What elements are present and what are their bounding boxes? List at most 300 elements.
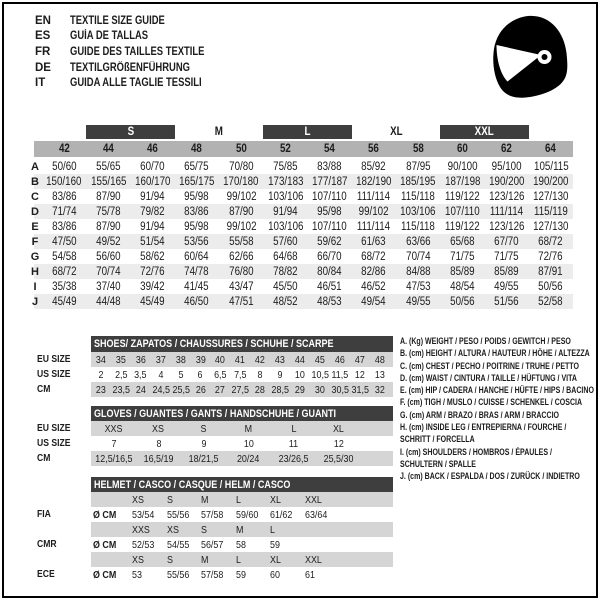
table-cell-value: 16,5/19 [143,452,174,465]
size-value: 45/50 [273,280,298,293]
size-value-cell [86,281,130,293]
gloves-eu-row [91,421,393,436]
table-cell-value: 2 [98,368,104,381]
size-value-cell [175,266,219,278]
table-cell [350,354,370,366]
size-value: 85/92 [361,160,387,173]
size-value-cell [175,296,219,308]
gloves-table-title: GLOVES / GUANTES / GANTS / HANDSCHUHE / GUANTI [94,408,337,420]
size-value: 87/95 [405,160,431,173]
table-cell-value: 30,5 [331,383,349,396]
table-cell-value: 28,5 [271,383,289,396]
table-cell [171,384,191,396]
helmet-value: 54/55 [166,538,189,551]
helmet-value-cell [165,569,200,581]
size-value-cell [308,266,352,278]
size-value: 68/72 [538,235,564,248]
row-label: C [31,190,39,203]
size-header-cell [529,143,573,155]
size-value-cell [485,236,529,248]
table-cell-value: 35 [115,353,126,366]
table-cell-value: S [200,422,207,435]
table-cell [171,369,191,381]
size-value: 99/102 [226,190,257,203]
size-value: 87/90 [228,205,254,218]
size-value: 119/122 [445,220,480,233]
size-value-cell [263,176,307,188]
size-value: 111/114 [490,205,524,218]
legend-text: SCHRITT / FORCELLA [400,434,475,445]
guide-title-text: GUÍA DE TALLAS [70,30,149,43]
table-cell-value: L [291,422,296,435]
size-value: 48/54 [450,280,475,293]
table-cell [136,423,181,435]
helmet-value: 55/56 [166,568,189,581]
helmet-sizes-row-FIA [91,492,393,507]
size-value: 66/70 [317,250,342,263]
legend-text: J. (cm) BACK / ESPALDA / DOS / ZURÜCK / INDIETRO [400,471,580,482]
size-value: 155/165 [90,175,127,188]
helmet-size: M [201,493,209,506]
size-value-cell [529,281,573,293]
size-value-cell [308,296,352,308]
size-value: 71/75 [450,250,475,263]
helmet-value-cell [234,569,269,581]
helmet-size-cell [130,494,165,506]
size-value-cell [440,161,484,173]
language-code: DE [35,61,51,74]
size-value-cell [529,251,573,263]
size-value: 45/49 [51,295,77,308]
size-value-cell [396,296,440,308]
size-value-cell [440,251,484,263]
size-value-cell [263,281,307,293]
helmet-value: 61 [304,568,315,581]
legend-text: F. (cm) TIGH / MUSLO / CUISSE / SCHENKEL / COSCIA [400,397,583,408]
size-value-cell [175,191,219,203]
size-value: 72/76 [140,265,165,278]
table-cell-value: 26 [195,383,206,396]
table-cell [210,384,230,396]
helmet-standard-label-ECE [37,567,59,582]
table-cell [190,369,210,381]
table-cell-value: 47 [354,353,365,366]
size-group-label: S [127,126,134,138]
size-value-cell [440,266,484,278]
row-label: F [31,235,39,248]
table-cell-value: 23,5 [112,383,130,396]
size-value-cell [86,296,130,308]
size-value-cell [308,176,352,188]
table-cell-value: 23 [95,383,106,396]
size-value: 115/118 [401,190,436,203]
helmet-value-cell [199,569,234,581]
table-cell [290,384,310,396]
size-value-cell [440,236,484,248]
table-cell [316,438,361,450]
size-value-cell [529,236,573,248]
helmet-value: 53/54 [132,508,155,521]
size-value: 99/102 [358,205,389,218]
size-value: 72/76 [538,250,564,263]
helmet-value-cell [130,539,165,551]
helmet-value-cell [165,539,200,551]
table-cell-value: XS [152,422,165,435]
helmet-values-row-CMR [91,537,393,552]
measurement-row [28,159,573,174]
shoes-cm-row [91,382,393,397]
size-value-cell [219,251,263,263]
table-cell [136,453,181,465]
helmet-icon [487,13,569,107]
legend-line [400,470,595,482]
table-cell-value: XL [333,422,344,435]
table-cell [151,369,171,381]
table-cell-value: 20/24 [237,452,260,465]
table-cell [136,438,181,450]
helmet-value-cell [130,509,165,521]
measurement-legend [400,335,595,483]
size-value: 80/84 [317,265,342,278]
size-value: 39/42 [140,280,165,293]
table-cell-value: 34 [95,353,106,366]
size-value: 123/126 [488,190,525,203]
table-cell-value: 29 [294,383,305,396]
measurement-row [28,264,573,279]
table-cell [369,384,389,396]
size-group-S [86,125,175,139]
size-value-cell [485,281,529,293]
helmet-value: 56/57 [201,538,224,551]
side-label-text: US SIZE [37,368,71,380]
size-value-cell [308,191,352,203]
language-row [35,75,234,91]
shoes-eu-row [91,352,393,367]
size-value-cell [175,176,219,188]
size-value: 107/110 [312,220,347,233]
size-value-cell [263,266,307,278]
size-value: 111/114 [357,190,391,203]
size-value: 105/115 [533,160,569,173]
size-value-cell [529,176,573,188]
helmet-size: XL [270,553,281,566]
size-value-cell [131,161,175,173]
size-value: 123/126 [488,220,525,233]
size-value: 46/50 [184,295,210,308]
diameter-unit: Ø CM [93,538,117,551]
size-header-value: 52 [279,143,291,155]
size-value-cell [308,206,352,218]
size-value-cell [485,206,529,218]
size-value-cell [42,161,86,173]
size-value-cell [485,161,529,173]
size-value-cell [485,221,529,233]
size-value: 83/86 [51,220,77,233]
size-value-cell [42,206,86,218]
table-cell-value: 27 [215,383,226,396]
size-value-cell [263,206,307,218]
size-value: 87/91 [538,265,564,278]
size-value: 95/98 [317,205,342,218]
size-value: 90/100 [447,160,478,173]
size-value-cell [131,251,175,263]
helmet-value: 55/56 [166,508,189,521]
size-value: 63/66 [405,235,431,248]
size-value-cell [352,176,396,188]
size-value: 79/82 [140,205,165,218]
table-cell [310,354,330,366]
table-cell [210,369,230,381]
side-label-text: US SIZE [37,437,71,449]
helmet-value: 59 [270,538,280,551]
table-cell [226,453,271,465]
helmet-size: XXL [304,493,322,506]
size-value-cell [42,236,86,248]
helmet-value-cell [303,509,338,521]
guide-title-text: TEXTILE SIZE GUIDE [70,14,165,27]
size-value: 57/60 [273,235,298,248]
table-cell [226,423,271,435]
size-value-cell [86,191,130,203]
table-cell-value: 9 [201,437,206,450]
size-value: 55/65 [96,160,121,173]
size-value-cell [131,176,175,188]
measurement-row [28,234,573,249]
table-cell [151,384,171,396]
size-value-cell [352,266,396,278]
size-value: 99/102 [226,220,257,233]
table-cell-value: 12,5/16,5 [94,452,133,465]
helmet-size: S [201,523,207,536]
table-cell-value: 12 [354,368,365,381]
size-header-cell [352,143,396,155]
size-value-cell [529,161,573,173]
size-value-cell [440,296,484,308]
legend-line [400,446,595,458]
guide-title [70,77,231,89]
table-cell [250,369,270,381]
size-value: 91/94 [140,220,165,233]
size-value: 48/52 [273,295,298,308]
helmet-size: L [270,523,275,536]
size-value-cell [308,221,352,233]
legend-line [400,384,595,396]
helmet-size-cell [268,524,303,536]
size-value-cell [529,296,573,308]
shoes-row-label [37,367,78,382]
helmet-values-row-FIA [91,507,393,522]
guide-title-text: TEXTILGRÖßENFÜHRUNG [70,61,190,74]
helmet-size-cell [165,524,200,536]
size-value: 49/52 [96,235,121,248]
size-value-cell [175,206,219,218]
helmet-value: 58 [235,538,246,551]
helmet-size-cell [303,554,338,566]
size-value: 52/58 [538,295,564,308]
size-group-label: L [304,126,311,138]
size-header-cell [131,143,175,155]
table-cell-value: 27,5 [231,383,250,396]
size-value: 47/50 [51,235,77,248]
size-value-cell [86,266,130,278]
size-value-cell [86,221,130,233]
helmet-size-cell [303,494,338,506]
size-header-row [28,141,573,157]
size-value: 75/78 [96,205,121,218]
table-cell-value: 36 [135,353,146,366]
language-row [35,13,234,29]
size-value: 50/56 [538,280,564,293]
shoes-us-row [91,367,393,382]
table-cell-value: 2,5 [114,368,128,381]
size-value-cell [352,206,396,218]
table-cell-value: 48 [374,353,385,366]
size-header-value: 62 [501,143,513,155]
table-cell-value: 6,5 [214,368,227,381]
size-group-label: XL [389,126,403,138]
table-cell-value: 46 [334,353,345,366]
size-value-cell [86,161,130,173]
table-cell-value: XXS [104,422,123,435]
visor-pivot-dot [542,54,548,60]
size-value-cell [352,281,396,293]
size-header-cell [86,143,130,155]
size-header-value: 48 [191,143,203,155]
helmet-value-cell [234,539,269,551]
legend-line [400,347,595,359]
size-value: 78/82 [273,265,298,278]
size-value: 173/183 [267,175,304,188]
table-cell [330,369,350,381]
size-value: 95/98 [184,190,210,203]
size-value-cell [352,161,396,173]
legend-line [400,433,595,445]
helmet-value-cell [130,569,165,581]
helmet-size-cell [199,494,234,506]
size-value-cell [485,251,529,263]
size-value: 59/62 [317,235,342,248]
size-value: 187/198 [444,175,481,188]
legend-text: B. (cm) HEIGHT / ALTURA / HAUTEUR / HÖHE / ALTEZZA [400,348,590,359]
helmet-size: XXS [132,523,150,536]
helmet-value-cell [199,509,234,521]
helmet-value: 59 [235,568,246,581]
size-value-cell [86,176,130,188]
size-value: 95/98 [184,220,210,233]
size-group-header-row [28,125,573,139]
table-cell-value: 25,5 [172,383,190,396]
size-header-cell [485,143,529,155]
size-value: 87/90 [96,220,121,233]
measurement-row [28,204,573,219]
size-value: 84/88 [405,265,431,278]
size-header-value: 60 [456,143,468,155]
measurement-rows [28,159,573,309]
size-group-XXL [440,125,529,139]
side-label-text: EU SIZE [37,422,71,434]
table-cell [91,453,136,465]
size-value: 49/54 [361,295,387,308]
size-value-cell [308,161,352,173]
size-value: 115/119 [533,205,568,218]
size-value: 75/85 [273,160,298,173]
size-value: 190/200 [533,175,569,188]
table-cell [151,354,171,366]
table-cell-value: 13 [374,368,385,381]
language-code: ES [35,30,51,43]
size-value-cell [352,296,396,308]
legend-line [400,458,595,470]
helmet-size-cell [199,524,234,536]
table-cell-value: 32 [374,383,385,396]
size-value-cell [396,281,440,293]
table-cell [131,354,151,366]
size-value: 68/72 [51,265,77,278]
gloves-cm-row [91,451,393,466]
size-value: 103/106 [267,190,304,203]
size-value: 46/52 [361,280,387,293]
size-value-cell [86,236,130,248]
size-value-cell [440,191,484,203]
size-value-cell [219,206,263,218]
row-label: E [31,220,39,233]
size-value: 85/89 [450,265,475,278]
table-cell [171,354,191,366]
size-value-cell [396,266,440,278]
size-value: 64/68 [273,250,298,263]
size-value: 55/58 [228,235,254,248]
diameter-unit: Ø CM [93,568,117,581]
table-cell [350,369,370,381]
size-value-cell [219,266,263,278]
size-value: 35/38 [51,280,77,293]
helmet-value: 60 [270,568,280,581]
size-header-value: 54 [324,143,336,155]
row-label: G [30,250,40,263]
size-value-cell [131,296,175,308]
side-label-text: EU SIZE [37,353,71,365]
table-cell-value: 24 [135,383,146,396]
size-value-cell [308,281,352,293]
legend-line [400,335,595,347]
size-value-cell [131,206,175,218]
table-cell [369,369,389,381]
table-cell [91,438,136,450]
size-value: 190/200 [488,175,525,188]
size-header-value: 44 [102,143,114,155]
size-value-cell [219,296,263,308]
legend-line [400,421,595,433]
table-cell-value: 7 [111,437,116,450]
size-value-cell [485,176,529,188]
side-label-text: ECE [37,568,55,580]
size-value: 107/110 [312,190,347,203]
size-value: 58/62 [140,250,165,263]
table-cell [230,384,250,396]
row-label: D [31,205,39,218]
size-header-value: 56 [368,143,380,155]
size-value: 61/63 [361,235,387,248]
size-value-cell [396,251,440,263]
size-value-cell [131,191,175,203]
table-cell-value: 43 [274,353,285,366]
helmet-size: XS [166,523,179,536]
table-cell [230,369,250,381]
legend-line [400,360,595,372]
measurement-row [28,174,573,189]
table-cell [369,354,389,366]
size-value: 56/60 [96,250,121,263]
